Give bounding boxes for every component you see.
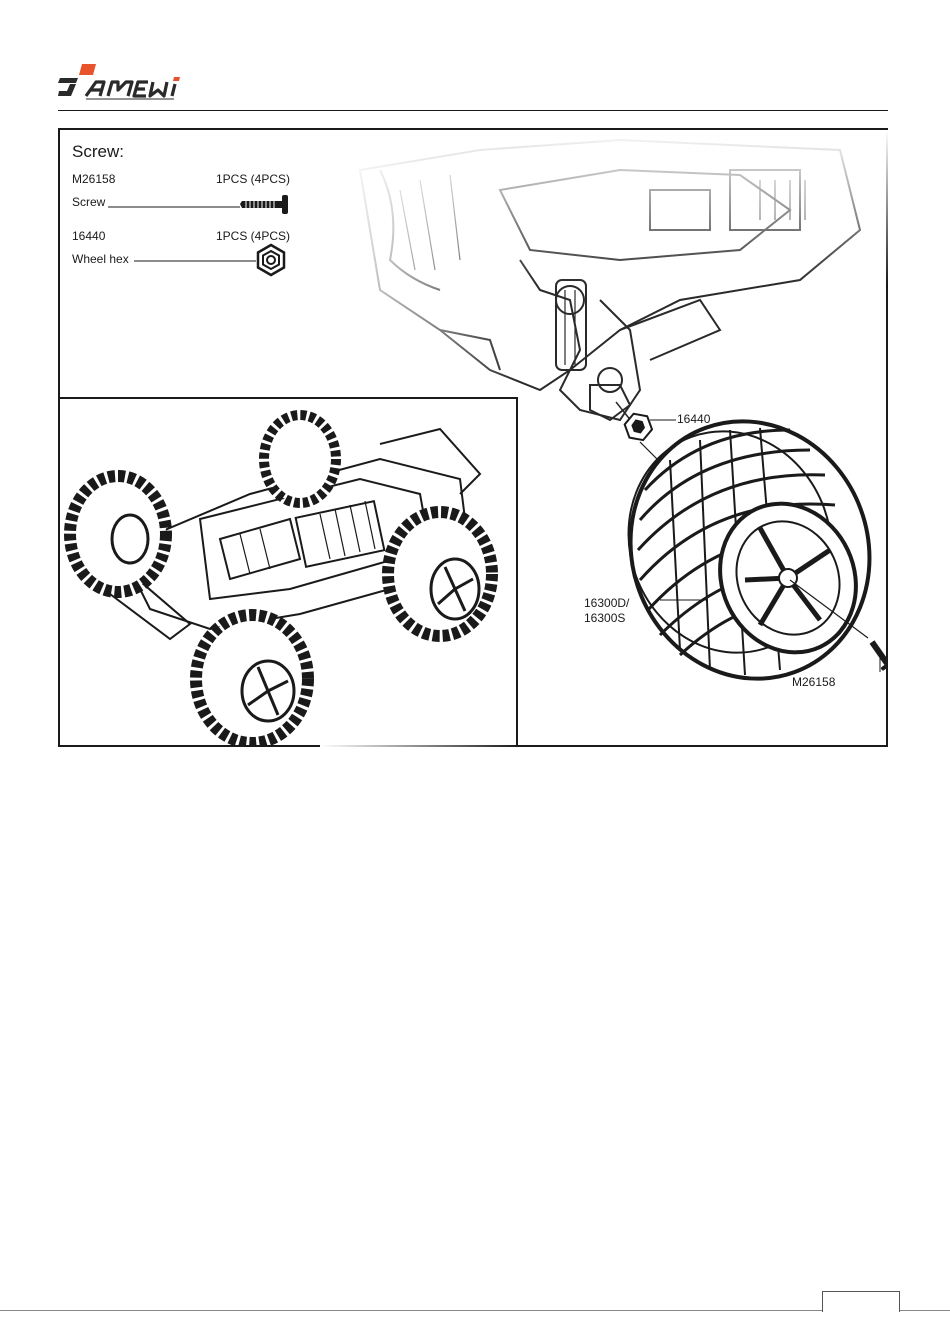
callout-wheel-hex: 16440 xyxy=(677,412,711,426)
part-quantity: 1PCS (4PCS) xyxy=(215,229,290,243)
part-code: M26158 xyxy=(72,172,116,186)
part-name: Wheel hex xyxy=(72,252,129,266)
parts-list xyxy=(60,130,320,280)
page-number-tab xyxy=(822,1291,900,1312)
assembly-step-panel xyxy=(58,128,888,747)
callout-wheel-line2: 16300S xyxy=(584,611,626,625)
callout-screw: M26158 xyxy=(792,675,836,689)
parts-title: Screw: xyxy=(72,142,124,161)
leader-line xyxy=(134,255,264,267)
header-divider xyxy=(58,110,888,111)
amewi-logo xyxy=(56,60,206,104)
screw-icon xyxy=(238,192,292,218)
wheel-hex-icon xyxy=(254,243,288,277)
footer-divider xyxy=(0,1310,950,1311)
part-quantity: 1PCS (4PCS) xyxy=(215,172,290,186)
callout-wheel-line1: 16300D/ xyxy=(584,596,630,610)
vehicle-overview-inset xyxy=(60,397,518,747)
part-name: Screw xyxy=(72,195,106,209)
part-code: 16440 xyxy=(72,229,106,243)
